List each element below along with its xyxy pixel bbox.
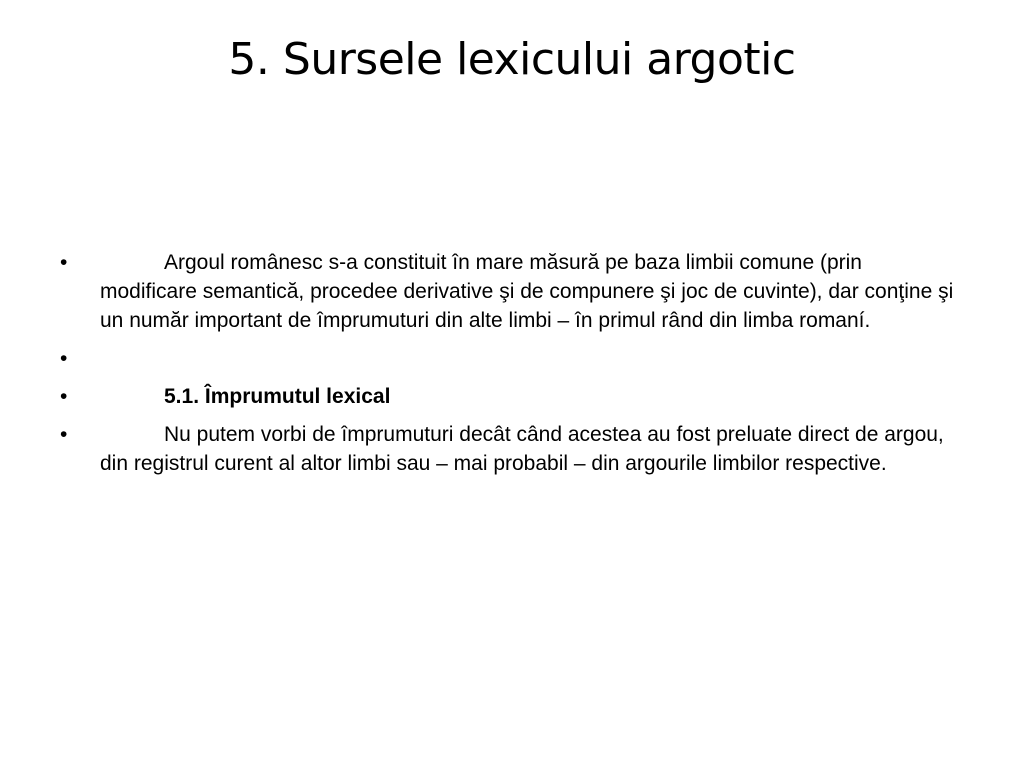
bullet-item xyxy=(60,344,960,373)
section-heading: 5.1. Împrumutul lexical xyxy=(164,385,391,408)
bullet-item xyxy=(60,420,960,478)
bullet-item xyxy=(60,248,960,335)
bullet-icon: • xyxy=(60,423,68,446)
bullet-text: Argoul românesc s-a constituit în mare măsură pe baza limbii comune (prin modificare semantică, procedee derivative şi de compunere şi joc de cuvinte), dar conţine şi un număr important de împrumuturi din alte limbi – în primul rând din limba romaní. xyxy=(100,251,954,332)
bullet-icon: • xyxy=(60,251,68,274)
slide-title: 5. Sursele lexicului argotic xyxy=(228,34,796,85)
bullet-item xyxy=(60,382,960,411)
bullet-icon: • xyxy=(60,385,68,408)
bullet-list xyxy=(60,248,960,487)
bullet-icon: • xyxy=(60,347,68,370)
bullet-text: Nu putem vorbi de împrumuturi decât când acestea au fost preluate direct de argou, din registrul curent al altor limbi sau – mai probabil – din argourile limbilor respective. xyxy=(100,423,944,475)
